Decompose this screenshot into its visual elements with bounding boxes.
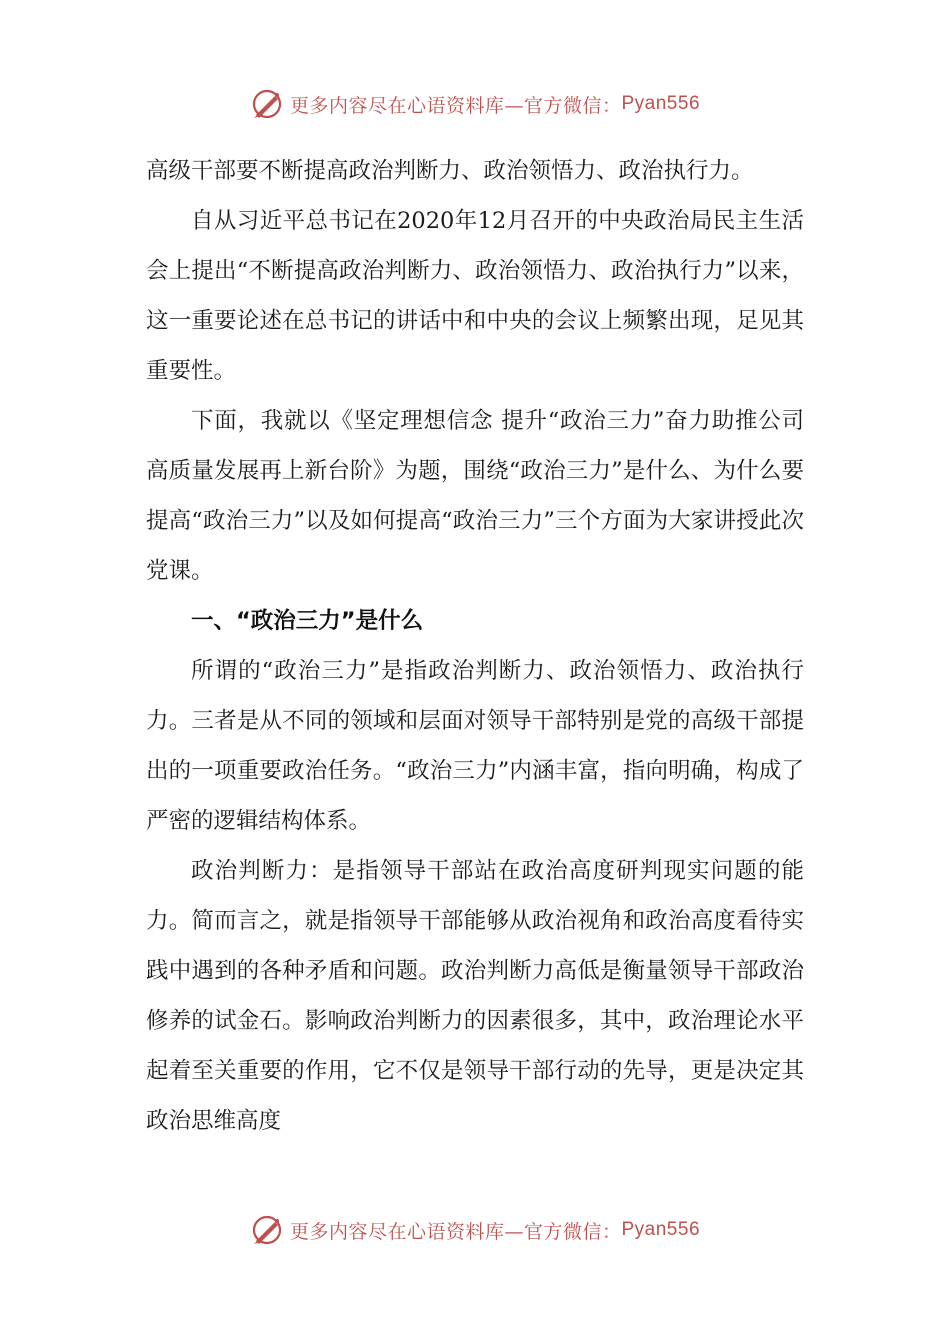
paragraph: 高级干部要不断提高政治判断力、政治领悟力、政治执行力。 [146, 158, 754, 184]
pen-circle-logo-icon [250, 1213, 284, 1247]
pen-circle-logo-icon [250, 87, 284, 121]
paragraph: 政治判断力：是指领导干部站在政治高度研判现实问题的能力。简而言之，就是指领导干部能够从政治视角和政治高度看待实践中遇到的各种矛盾和问题。政治判断力高低是衡量领导干部政治修养的试金石。影响政治判断力的因素很多，其中，政治理论水平起着至关重要的作用，它不仅是领导干部行动的先导，更是决定其政治思维高度 [146, 858, 804, 1134]
watermark-text: 更多内容尽在心语资料库—官方微信： [289, 94, 622, 117]
watermark-wechat-id: Pyan556 [621, 1219, 701, 1240]
paragraph: 所谓的“政治三力”是指政治判断力、政治领悟力、政治执行力。三者是从不同的领域和层面对领导干部特别是党的高级干部提出的一项重要政治任务。“政治三力”内涵丰富，指向明确，构成了严密的逻辑结构体系。 [146, 658, 804, 834]
watermark-text: 更多内容尽在心语资料库—官方微信： [289, 1220, 622, 1243]
section-heading: 一、“政治三力”是什么 [191, 608, 424, 634]
paragraph: 下面，我就以《坚定理想信念 提升“政治三力”奋力助推公司高质量发展再上新台阶》为题，围绕“政治三力”是什么、为什么要提高“政治三力”以及如何提高“政治三力”三个方面为大家讲授此次党课。 [146, 408, 804, 584]
watermark-wechat-id: Pyan556 [621, 93, 701, 114]
document-body [146, 146, 804, 1146]
paragraph: 自从习近平总书记在2020年12月召开的中央政治局民主生活会上提出“不断提高政治判断力、政治领悟力、政治执行力”以来，这一重要论述在总书记的讲话中和中央的会议上频繁出现，足见其重要性。 [146, 208, 804, 384]
watermark-banner-top [0, 84, 950, 124]
watermark-banner-bottom [0, 1210, 950, 1250]
